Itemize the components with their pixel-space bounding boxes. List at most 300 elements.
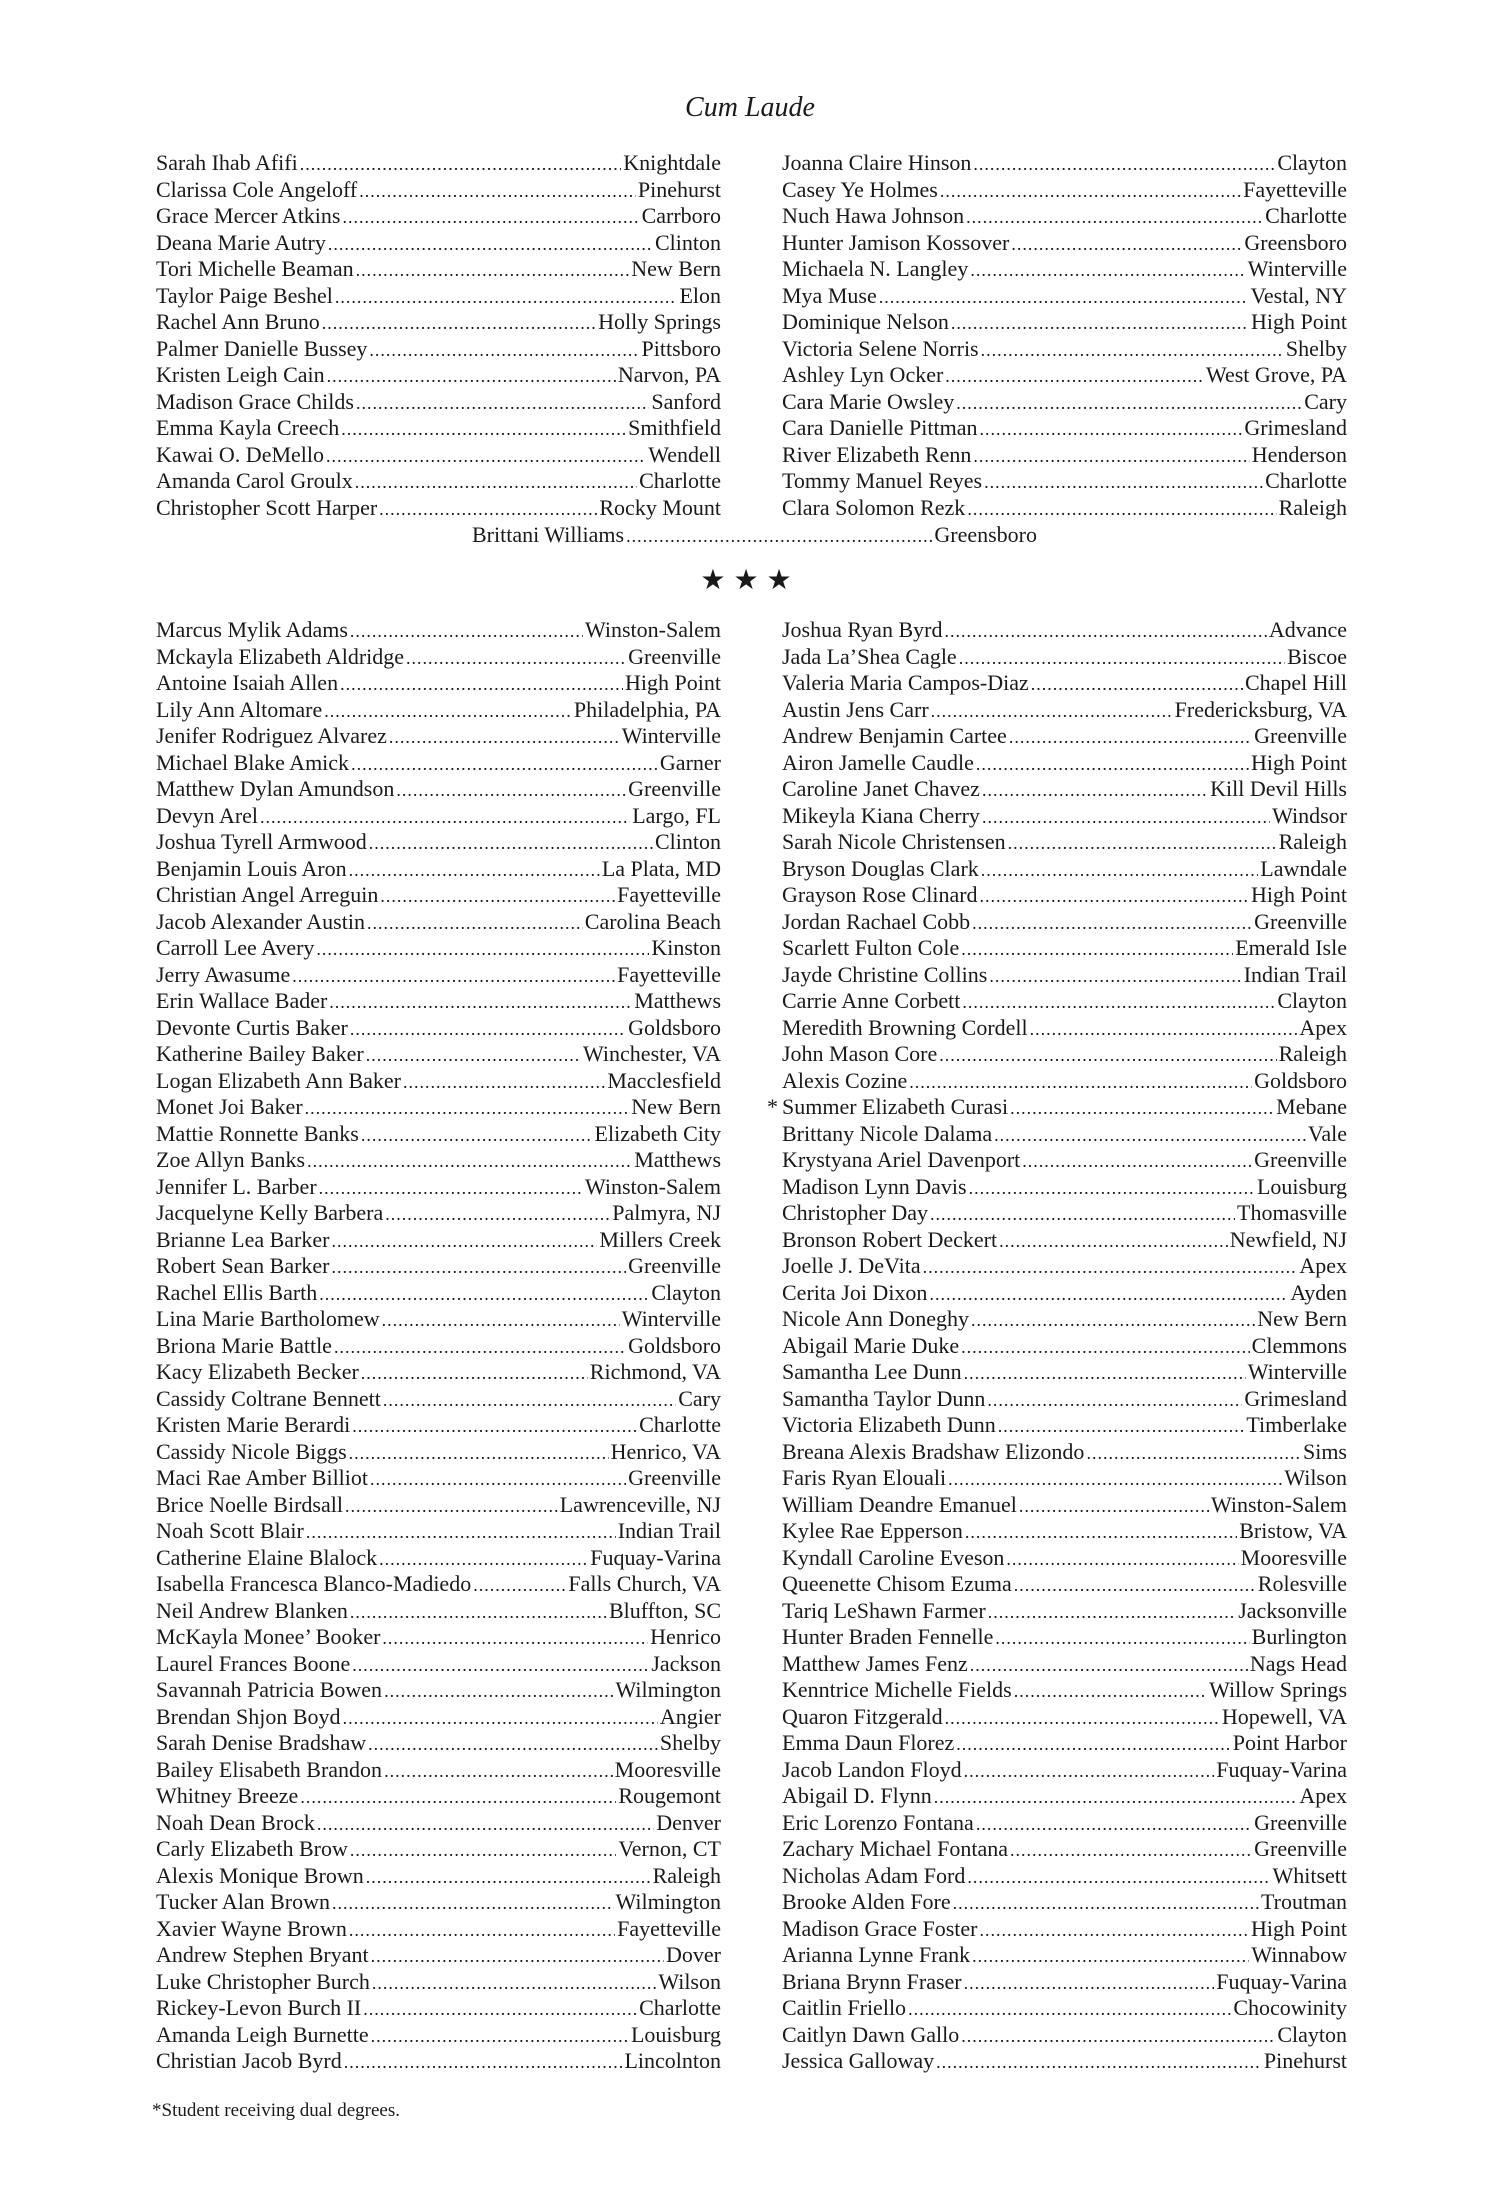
student-hometown: Millers Creek xyxy=(599,1226,721,1252)
honors-entry xyxy=(782,309,1347,336)
dot-leader xyxy=(379,1546,588,1573)
student-name: Luke Christopher Burch xyxy=(156,1968,370,1994)
student-name: Nuch Hawa Johnson xyxy=(782,203,965,228)
student-hometown: Shelby xyxy=(659,1730,721,1755)
honors-entry xyxy=(782,935,1347,962)
honors-entry xyxy=(782,2048,1347,2075)
student-hometown: Fayetteville xyxy=(1243,176,1347,202)
dot-leader xyxy=(371,2023,629,2050)
honors-entry xyxy=(156,1253,721,1280)
dot-leader xyxy=(1030,1016,1298,1043)
student-name: Bronson Robert Deckert xyxy=(782,1226,998,1252)
student-hometown: Winterville xyxy=(1247,256,1347,281)
honors-entry xyxy=(156,442,721,469)
honors-entry xyxy=(156,1571,721,1598)
honors-entry xyxy=(782,1280,1347,1307)
student-name: Briana Brynn Fraser xyxy=(782,1968,962,1994)
dot-leader xyxy=(344,2049,623,2076)
student-name: Valeria Maria Campos-Diaz xyxy=(782,670,1029,695)
student-name: Amanda Carol Groulx xyxy=(156,468,353,493)
student-name: Casey Ye Holmes xyxy=(782,176,938,202)
dot-leader xyxy=(964,1970,1215,1997)
honors-entry xyxy=(782,1545,1347,1572)
dot-leader xyxy=(989,963,1241,990)
student-hometown: Greenville xyxy=(1254,1809,1347,1835)
student-hometown: Burlington xyxy=(1251,1624,1347,1649)
dot-leader xyxy=(350,1016,626,1043)
student-name: Joshua Tyrell Armwood xyxy=(156,829,367,854)
student-hometown: Dover xyxy=(666,1942,721,1967)
student-hometown: Winston-Salem xyxy=(1211,1491,1347,1517)
dot-leader xyxy=(980,1917,1250,1944)
dot-leader xyxy=(1031,671,1243,698)
student-name: Xavier Wayne Brown xyxy=(156,1915,347,1941)
student-hometown: Lawrenceville, NJ xyxy=(559,1491,721,1517)
honors-entry xyxy=(782,1386,1347,1413)
student-hometown: Clemmons xyxy=(1251,1332,1347,1358)
honors-entry xyxy=(156,617,721,644)
dot-leader xyxy=(982,777,1208,804)
student-hometown: Goldsboro xyxy=(1254,1067,1347,1093)
honors-entry xyxy=(156,1545,721,1572)
dot-leader xyxy=(1086,1440,1301,1467)
dot-leader xyxy=(976,751,1249,778)
student-hometown: Rougemont xyxy=(618,1783,721,1808)
student-name: Deana Marie Autry xyxy=(156,229,326,255)
dot-leader xyxy=(356,257,630,284)
dot-leader xyxy=(380,883,615,910)
student-hometown: Knightdale xyxy=(623,150,721,175)
honors-entry xyxy=(156,935,721,962)
honors-entry xyxy=(782,1969,1347,1996)
dot-leader xyxy=(332,1890,614,1917)
student-hometown: Mooresville xyxy=(1240,1544,1347,1570)
student-name: Alexis Cozine xyxy=(782,1067,908,1093)
dot-leader xyxy=(260,804,630,831)
student-hometown: Wendell xyxy=(648,441,721,467)
student-hometown: Matthews xyxy=(634,1147,721,1172)
dot-leader xyxy=(316,936,649,963)
student-hometown: Richmond, VA xyxy=(589,1359,721,1384)
dot-leader xyxy=(366,1042,581,1069)
dot-leader xyxy=(331,1228,597,1255)
honors-entry xyxy=(156,1810,721,1837)
honors-entry xyxy=(782,1041,1347,1068)
student-hometown: Fuquay-Varina xyxy=(590,1544,721,1570)
honors-entry xyxy=(156,723,721,750)
student-hometown: Fayetteville xyxy=(617,882,721,907)
student-name: Caitlyn Dawn Gallo xyxy=(782,2021,960,2047)
dot-leader xyxy=(332,1254,627,1281)
dual-degree-marker: * xyxy=(767,1094,778,1119)
student-hometown: Willow Springs xyxy=(1209,1677,1347,1702)
honors-entry xyxy=(782,177,1347,204)
student-name: Bryson Douglas Clark xyxy=(782,855,979,881)
honors-column-bottom-left xyxy=(156,617,721,2075)
honors-entry xyxy=(782,1995,1347,2022)
student-hometown: Louisburg xyxy=(1256,1173,1347,1199)
student-hometown: Rolesville xyxy=(1257,1571,1347,1596)
student-hometown: Kinston xyxy=(651,935,721,960)
dot-leader xyxy=(973,151,1275,178)
student-name: Samantha Lee Dunn xyxy=(782,1359,962,1384)
honors-entry xyxy=(782,1068,1347,1095)
student-name: Clarissa Cole Angeloff xyxy=(156,176,358,202)
dot-leader xyxy=(367,910,583,937)
student-hometown: Charlotte xyxy=(639,1412,721,1437)
honors-entry xyxy=(782,203,1347,230)
student-name: Sarah Denise Bradshaw xyxy=(156,1730,367,1755)
student-name: Queenette Chisom Ezuma xyxy=(782,1571,1012,1596)
honors-entry xyxy=(782,1704,1347,1731)
student-hometown: Lincolnton xyxy=(624,2048,721,2073)
student-name: Victoria Elizabeth Dunn xyxy=(782,1412,996,1437)
dot-leader xyxy=(384,1678,613,1705)
student-hometown: Chocowinity xyxy=(1233,1995,1347,2020)
honors-entry xyxy=(782,1651,1347,1678)
student-hometown: Goldsboro xyxy=(628,1332,721,1358)
dot-leader xyxy=(384,1758,613,1785)
student-hometown: Whitsett xyxy=(1272,1862,1347,1888)
dot-leader xyxy=(396,777,626,804)
student-hometown: Clayton xyxy=(651,1279,721,1305)
student-hometown: Winchester, VA xyxy=(583,1041,721,1066)
student-hometown: Bluffton, SC xyxy=(608,1597,721,1623)
honors-entry xyxy=(156,1916,721,1943)
student-name: Hunter Jamison Kossover xyxy=(782,229,1010,255)
honors-entry xyxy=(156,2022,721,2049)
student-name: Robert Sean Barker xyxy=(156,1253,330,1278)
dot-leader xyxy=(939,1042,1276,1069)
honors-entry xyxy=(782,962,1347,989)
honors-entry xyxy=(782,283,1347,310)
student-hometown: Henrico xyxy=(650,1624,721,1649)
honors-entry xyxy=(156,1439,721,1466)
dot-leader xyxy=(969,1175,1255,1202)
student-name: Christian Angel Arreguin xyxy=(156,882,379,907)
student-name: Andrew Stephen Bryant xyxy=(156,1942,369,1967)
student-hometown: Biscoe xyxy=(1287,643,1347,669)
student-name: John Mason Core xyxy=(782,1041,938,1066)
student-name: Cara Marie Owsley xyxy=(782,388,955,414)
student-name: Quaron Fitzgerald xyxy=(782,1703,943,1729)
student-hometown: Angier xyxy=(659,1703,721,1729)
student-hometown: Winterville xyxy=(1247,1359,1347,1384)
student-name: Michael Blake Amick xyxy=(156,749,350,775)
dot-leader xyxy=(930,1201,1235,1228)
honors-entry xyxy=(782,909,1347,936)
dot-leader xyxy=(300,151,622,178)
honors-entry xyxy=(156,1942,721,1969)
honors-column-top-right xyxy=(782,150,1347,521)
dot-leader xyxy=(908,1996,1231,2023)
student-hometown: Hopewell, VA xyxy=(1221,1703,1347,1729)
student-hometown: Apex xyxy=(1299,1014,1347,1040)
honors-entry xyxy=(782,1810,1347,1837)
honors-entry xyxy=(156,1518,721,1545)
student-name: Samantha Taylor Dunn xyxy=(782,1385,986,1411)
student-hometown: Greenville xyxy=(1254,1836,1347,1861)
dot-leader xyxy=(987,1387,1242,1414)
honors-entry xyxy=(156,1227,721,1254)
dot-leader xyxy=(956,1731,1230,1758)
student-hometown: Clayton xyxy=(1277,150,1347,175)
dot-leader xyxy=(1011,231,1242,258)
student-name: Alexis Monique Brown xyxy=(156,1862,364,1888)
student-name: Christian Jacob Byrd xyxy=(156,2048,342,2073)
honors-entry xyxy=(156,1333,721,1360)
honors-entry xyxy=(782,1359,1347,1386)
student-name: Kenntrice Michelle Fields xyxy=(782,1677,1012,1702)
honors-entry xyxy=(156,829,721,856)
dot-leader xyxy=(350,1599,607,1626)
student-name: Isabella Francesca Blanco-Madiedo xyxy=(156,1571,472,1596)
footnote: *Student receiving dual degrees. xyxy=(152,2100,400,2121)
student-name: Clara Solomon Rezk xyxy=(782,494,966,520)
dot-leader xyxy=(371,1943,664,1970)
student-name: Jessica Galloway xyxy=(782,2048,935,2073)
honors-entry xyxy=(782,829,1347,856)
student-name: Kristen Marie Berardi xyxy=(156,1412,351,1437)
student-name: Mattie Ronnette Banks xyxy=(156,1120,359,1146)
dot-leader xyxy=(944,618,1266,645)
student-hometown: Winston-Salem xyxy=(585,617,721,642)
honors-entry xyxy=(782,1253,1347,1280)
student-hometown: Charlotte xyxy=(1265,203,1347,228)
student-hometown: Greensboro xyxy=(934,522,1037,547)
student-hometown: Winterville xyxy=(621,1306,721,1331)
student-hometown: Jackson xyxy=(651,1650,721,1676)
student-hometown: Troutman xyxy=(1261,1889,1347,1914)
dot-leader xyxy=(345,1493,558,1520)
student-name: Eric Lorenzo Fontana xyxy=(782,1809,974,1835)
dot-leader xyxy=(998,1413,1245,1440)
dot-leader xyxy=(361,1122,593,1149)
honors-entry xyxy=(782,150,1347,177)
student-hometown: Fayetteville xyxy=(617,1915,721,1941)
dot-leader xyxy=(1010,1837,1252,1864)
dot-leader xyxy=(307,1148,632,1175)
honors-entry xyxy=(156,1465,721,1492)
honors-entry xyxy=(156,2048,721,2075)
student-name: Ashley Lyn Ocker xyxy=(782,362,944,387)
student-name: Antoine Isaiah Allen xyxy=(156,670,339,695)
section-title: Cum Laude xyxy=(685,92,815,123)
dot-leader xyxy=(383,1387,676,1414)
student-hometown: High Point xyxy=(1251,882,1347,907)
dot-leader xyxy=(973,443,1249,470)
student-name: Savannah Patricia Bowen xyxy=(156,1677,383,1702)
student-hometown: Clayton xyxy=(1277,2021,1347,2047)
honors-entry xyxy=(782,1757,1347,1784)
dot-leader xyxy=(940,178,1241,205)
honors-entry xyxy=(782,1015,1347,1042)
student-hometown: Lawndale xyxy=(1260,855,1347,881)
dot-leader xyxy=(995,1625,1249,1652)
dot-leader xyxy=(967,496,1276,523)
student-hometown: Narvon, PA xyxy=(617,362,721,387)
dot-leader xyxy=(372,1970,656,1997)
dot-leader xyxy=(970,257,1245,284)
honors-entry xyxy=(156,909,721,936)
dot-leader xyxy=(359,178,636,205)
student-hometown: Newfield, NJ xyxy=(1229,1226,1347,1252)
student-hometown: Carrboro xyxy=(641,203,721,228)
dot-leader xyxy=(945,363,1204,390)
honors-entry xyxy=(156,988,721,1015)
student-hometown: High Point xyxy=(1251,749,1347,775)
dot-leader xyxy=(351,751,658,778)
honors-entry xyxy=(782,1121,1347,1148)
student-name: Madison Lynn Davis xyxy=(782,1173,967,1199)
student-hometown: Louisburg xyxy=(630,2021,721,2047)
student-hometown: Mebane xyxy=(1276,1094,1347,1119)
student-name: Jerry Awasume xyxy=(156,961,291,987)
dot-leader xyxy=(953,1890,1259,1917)
dot-leader xyxy=(951,310,1249,337)
honors-entry xyxy=(156,230,721,257)
student-hometown: Bristow, VA xyxy=(1239,1518,1347,1543)
dot-leader xyxy=(936,2049,1262,2076)
student-name: River Elizabeth Renn xyxy=(782,441,972,467)
student-hometown: Greenville xyxy=(1254,723,1347,748)
student-name: Tommy Manuel Reyes xyxy=(782,468,983,493)
student-name: Jenifer Rodriguez Alvarez xyxy=(156,723,387,748)
honors-entry xyxy=(782,882,1347,909)
student-name: Devonte Curtis Baker xyxy=(156,1014,348,1040)
student-hometown: Grimesland xyxy=(1244,1385,1347,1411)
honors-entry xyxy=(782,1518,1347,1545)
honors-entry xyxy=(782,1624,1347,1651)
dot-leader xyxy=(988,1599,1237,1626)
honors-entry xyxy=(156,803,721,830)
student-hometown: Henderson xyxy=(1251,441,1347,467)
student-hometown: Rocky Mount xyxy=(599,494,721,520)
student-hometown: Thomasville xyxy=(1237,1200,1347,1225)
student-name: Nicholas Adam Ford xyxy=(782,1862,966,1888)
dot-leader xyxy=(980,883,1250,910)
student-name: Arianna Lynne Frank xyxy=(782,1942,971,1967)
student-hometown: New Bern xyxy=(1257,1306,1347,1331)
honors-entry xyxy=(782,256,1347,283)
dot-leader xyxy=(967,1864,1270,1891)
student-name: Brooke Alden Fore xyxy=(782,1889,951,1914)
honors-column-bottom-right xyxy=(767,617,1347,2075)
student-hometown: Point Harbor xyxy=(1232,1730,1347,1755)
student-hometown: Windsor xyxy=(1272,802,1347,828)
student-name: Zachary Michael Fontana xyxy=(782,1836,1009,1861)
student-hometown: Indian Trail xyxy=(617,1518,721,1543)
student-hometown: Wilson xyxy=(1284,1465,1347,1490)
dot-leader xyxy=(984,469,1263,496)
student-name: Monet Joi Baker xyxy=(156,1094,303,1119)
student-name: Breana Alexis Bradshaw Elizondo xyxy=(782,1438,1085,1464)
dot-leader xyxy=(1019,1493,1209,1520)
student-name: Joanna Claire Hinson xyxy=(782,150,972,175)
student-hometown: Macclesfield xyxy=(607,1067,721,1093)
student-hometown: Greenville xyxy=(628,1465,721,1490)
student-name: Catherine Elaine Blalock xyxy=(156,1544,378,1570)
honors-entry xyxy=(156,362,721,389)
student-name: Christopher Day xyxy=(782,1200,929,1225)
dot-leader xyxy=(980,416,1243,443)
student-name: Michaela N. Langley xyxy=(782,256,969,281)
dot-leader xyxy=(964,1360,1246,1387)
student-hometown: Raleigh xyxy=(1278,494,1347,520)
student-name: Cara Danielle Pittman xyxy=(782,415,978,440)
honors-entry xyxy=(782,1916,1347,1943)
honors-entry xyxy=(156,1386,721,1413)
student-name: Carly Elizabeth Brow xyxy=(156,1836,348,1861)
dot-leader xyxy=(385,1201,610,1228)
dot-leader xyxy=(1014,1572,1256,1599)
student-name: Mikeyla Kiana Cherry xyxy=(782,802,980,828)
dot-leader xyxy=(343,1705,658,1732)
star-separator: ★★★ xyxy=(700,565,800,596)
dot-leader xyxy=(962,989,1275,1016)
student-name: Laurel Frances Boone xyxy=(156,1650,351,1676)
dot-leader xyxy=(966,204,1263,231)
student-hometown: Raleigh xyxy=(1278,1041,1347,1066)
student-name: Bailey Elisabeth Brandon xyxy=(156,1756,383,1782)
honors-entry xyxy=(156,415,721,442)
honors-entry xyxy=(156,495,721,522)
dot-leader xyxy=(369,337,639,364)
student-name: Andrew Benjamin Cartee xyxy=(782,723,1007,748)
student-name: Carrie Anne Corbett xyxy=(782,988,961,1013)
dot-leader xyxy=(403,1069,605,1096)
dot-leader xyxy=(356,390,649,417)
dot-leader xyxy=(1014,1678,1207,1705)
honors-entry xyxy=(782,1889,1347,1916)
dot-leader xyxy=(350,618,583,645)
student-name: Zoe Allyn Banks xyxy=(156,1147,306,1172)
dot-leader xyxy=(349,857,600,884)
honors-entry xyxy=(156,1174,721,1201)
student-name: Jada La’Shea Cagle xyxy=(782,643,957,669)
student-name: Meredith Browning Cordell xyxy=(782,1014,1028,1040)
student-name: Joshua Ryan Byrd xyxy=(782,617,943,642)
student-hometown: Smithfield xyxy=(628,415,721,440)
dot-leader xyxy=(999,1228,1228,1255)
student-name: Kawai O. DeMello xyxy=(156,441,325,467)
student-hometown: Raleigh xyxy=(1278,829,1347,854)
dot-leader xyxy=(350,1837,617,1864)
honors-entry xyxy=(782,670,1347,697)
honors-entry xyxy=(156,389,721,416)
student-hometown: Greenville xyxy=(628,776,721,801)
dot-leader xyxy=(389,724,620,751)
dot-leader xyxy=(368,1731,658,1758)
honors-entry xyxy=(782,988,1347,1015)
student-name: Devyn Arel xyxy=(156,802,259,828)
student-hometown: New Bern xyxy=(631,1094,721,1119)
dot-leader xyxy=(961,936,1233,963)
dot-leader xyxy=(406,645,626,672)
honors-entry xyxy=(156,1889,721,1916)
student-name: Caitlin Friello xyxy=(782,1995,907,2020)
honors-entry xyxy=(156,670,721,697)
dot-leader xyxy=(361,1360,588,1387)
honors-entry xyxy=(156,856,721,883)
dot-leader xyxy=(349,1440,609,1467)
student-name: Christopher Scott Harper xyxy=(156,494,378,520)
student-name: Amanda Leigh Burnette xyxy=(156,2021,369,2047)
student-hometown: Nags Head xyxy=(1249,1650,1347,1676)
dot-leader xyxy=(972,910,1252,937)
honors-entry xyxy=(782,617,1347,644)
dot-leader xyxy=(934,1784,1298,1811)
